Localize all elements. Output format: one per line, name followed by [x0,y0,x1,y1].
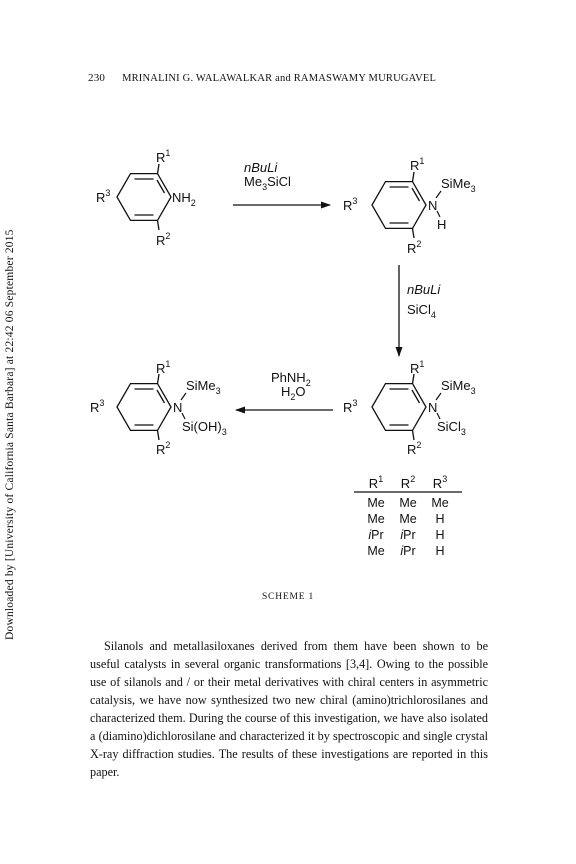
table-header-r3: $R^3$ [432,474,448,491]
molecule-silylamine [343,156,476,256]
svg-text:SiMe3: SiMe$_3$ [441,378,476,396]
svg-text:H: H [437,217,447,232]
svg-text:R1: $R^1$ [410,359,425,376]
table-cell: H [435,512,445,526]
table-header-r2: $R^2$ [400,474,416,491]
download-watermark-text: Downloaded by [University of California Santa Barbara] at 22:42 06 September 2015 [4,229,16,640]
svg-text:N: N [173,400,183,415]
body-paragraph: Silanols and metallasiloxanes derived from them have been shown to be useful catalysts in several organic transformations [3,4]. Owing to the possible use of silanols and / or their metal derivatives with chiral centers in asymmetric catalysis, we have now synthesized two new chiral (amino)trichlorosilanes and characterized them. During the course of this investigation, we have also isolated a (diamino)dichlorosilane and characterized it by spectroscopic and single crystal X-ray diffraction studies. The results of these investigations are reported in this paper. [90,639,488,779]
table-cell: H [435,528,445,542]
svg-text:SiMe3: SiMe$_3$ [186,378,221,396]
svg-text:R3: $R^3$ [343,398,358,415]
reagent-step3-bottom: $H_2O$ [281,384,306,402]
scheme-caption: SCHEME 1 [261,592,315,602]
svg-text:R1: $R^1$ [156,359,171,376]
svg-text:NH2: $NH_2$ [172,190,196,208]
table-cell: Me [367,496,385,510]
svg-text:R2: $R^2$ [156,440,171,457]
svg-text:R2: $R^2$ [407,239,422,256]
substituent-table [354,474,462,558]
page-number: 230 [88,72,106,84]
molecule-aminotrichlorosilane [343,359,476,457]
svg-text:R3: $R^3$ [90,398,105,415]
svg-text:R3: $R^3$ [343,196,358,213]
table-cell: Me [399,512,417,526]
molecule-aniline [96,148,196,248]
table-cell: Me [399,496,417,510]
reagent-step1-top: nBuLi [244,160,278,175]
svg-text:N: N [428,400,438,415]
table-cell: iPr [400,544,416,558]
reagent-step1-bottom: $Me_3SiCl$ [244,174,291,192]
reagent-step2-bottom: SiCl$_4$ [407,302,436,320]
reagent-step3-top: PhNH$_2$ [271,370,311,388]
running-authors: MRINALINI G. WALAWALKAR and RAMASWAMY MURUGAVEL [122,73,437,84]
svg-text:R3: $R^3$ [96,188,111,205]
svg-text:Si(OH)3: $Si(OH)_3$ [182,419,227,437]
table-cell: Me [367,544,385,558]
svg-text:R2: $R^2$ [407,440,422,457]
body-text [90,637,488,781]
table-cell: iPr [400,528,416,542]
svg-text:R2: $R^2$ [156,231,171,248]
reagent-step2-top: nBuLi [407,282,441,297]
table-header-r1: $R^1$ [368,474,384,491]
svg-text:R1: $R^1$ [410,156,425,173]
table-cell: iPr [368,528,384,542]
svg-text:R1: $R^1$ [156,148,171,165]
molecule-aminosilanetriol [90,359,227,457]
svg-text:N: N [428,198,438,213]
table-cell: Me [431,496,449,510]
table-cell: Me [367,512,385,526]
table-cell: H [435,544,445,558]
svg-text:SiMe3: SiMe$_3$ [441,176,476,194]
svg-text:SiCl3: SiCl$_3$ [437,419,466,437]
